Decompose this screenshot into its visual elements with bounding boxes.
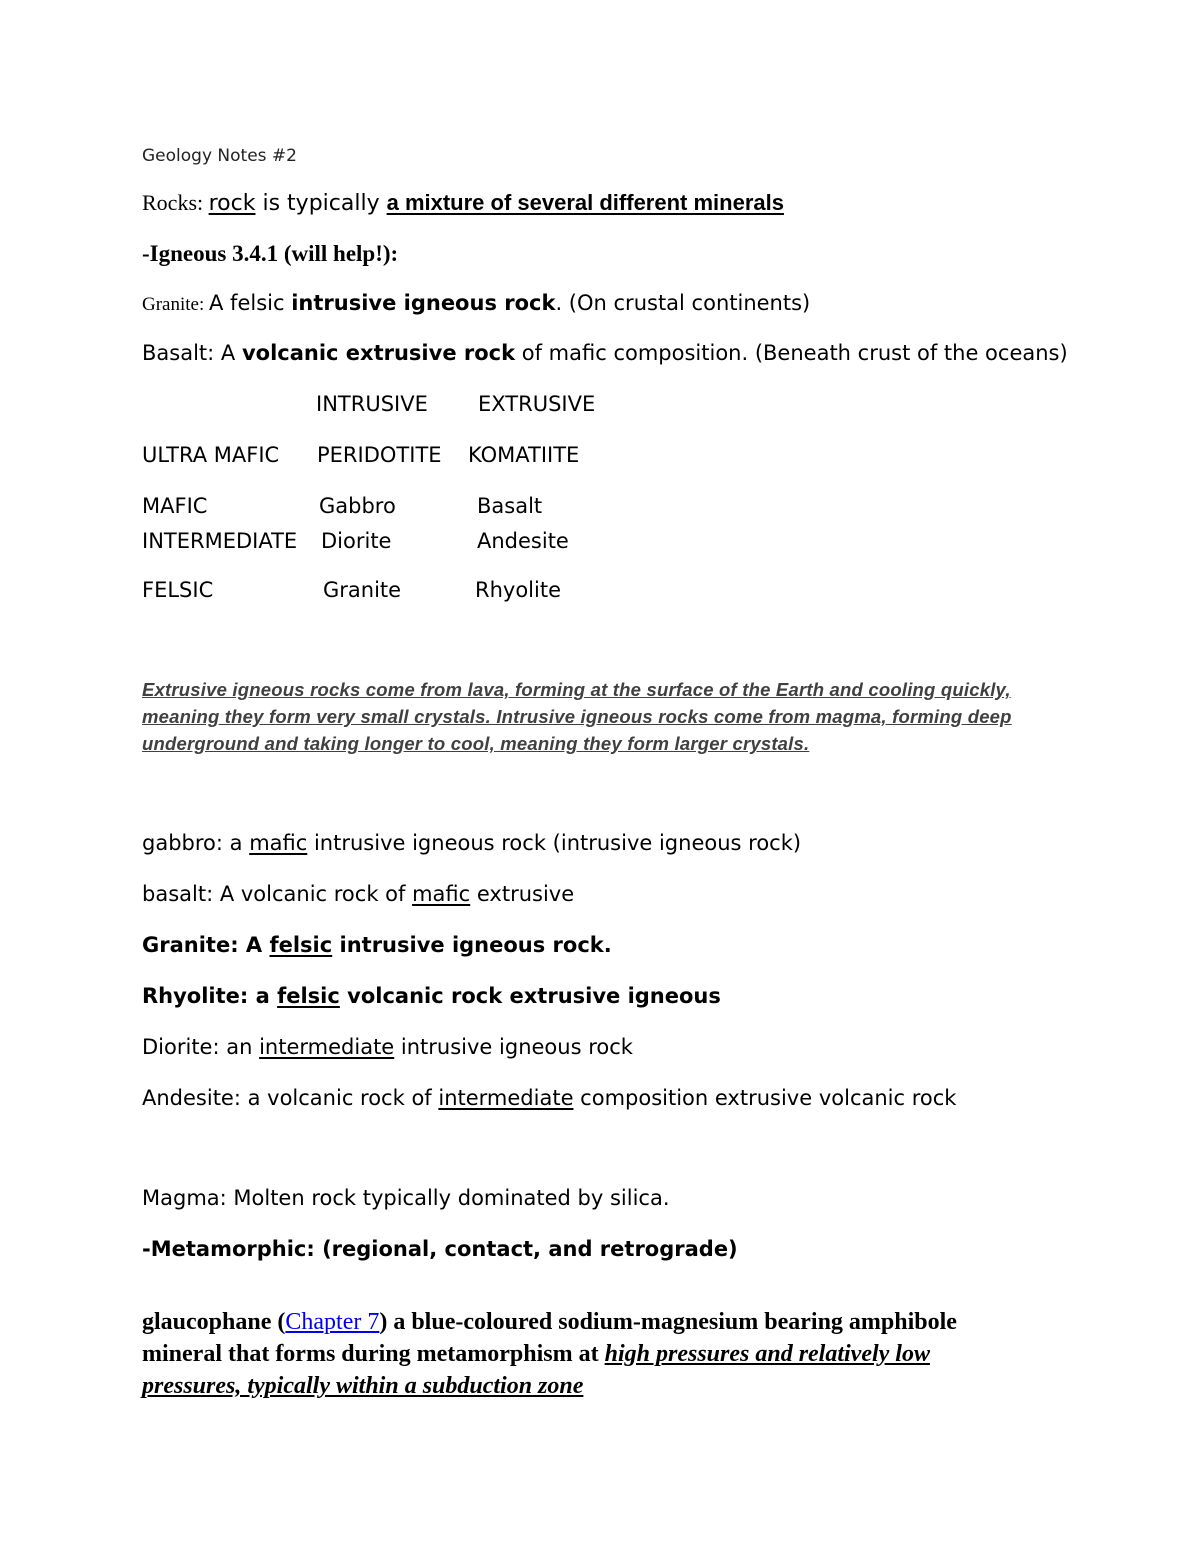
magma-definition: Magma: Molten rock typically dominated by silica. [142, 1186, 670, 1210]
def-suffix: intrusive igneous rock. [332, 933, 612, 957]
row-type: ULTRA MAFIC [142, 443, 280, 467]
basalt-label: Basalt: A [142, 341, 242, 365]
def-suffix: composition extrusive volcanic rock [573, 1086, 957, 1110]
diorite-definition [142, 1035, 633, 1059]
rhyolite-definition [142, 984, 721, 1008]
chapter-7-link[interactable]: Chapter 7 [285, 1309, 380, 1335]
glaucophane-line-2 [142, 1341, 930, 1368]
page-title: Geology Notes #2 [142, 146, 297, 166]
header-intrusive: INTRUSIVE [316, 392, 428, 416]
granite-a: A felsic [209, 291, 292, 315]
metamorphic-heading: -Metamorphic: (regional, contact, and retrograde) [142, 1237, 738, 1261]
glaucophane-line2-text: mineral that forms during metamorphism at [142, 1341, 605, 1367]
rocks-definition: a mixture of several different minerals [386, 190, 784, 215]
igneous-heading: -Igneous 3.4.1 (will help!): [142, 241, 399, 266]
row-intrusive: Gabbro [319, 494, 396, 518]
def-suffix: volcanic rock extrusive igneous [339, 984, 721, 1008]
def-suffix: intrusive igneous rock [394, 1035, 633, 1059]
rock-word: rock [208, 191, 256, 216]
def-prefix: basalt: A volcanic rock of [142, 882, 413, 906]
def-underlined-term: mafic [249, 831, 308, 855]
gabbro-definition [142, 831, 801, 855]
header-extrusive: EXTRUSIVE [478, 392, 596, 416]
row-extrusive: Rhyolite [475, 578, 561, 602]
def-underlined-term: intermediate [438, 1086, 574, 1110]
rocks-mid: is typically [255, 191, 387, 216]
glaucophane-term: glaucophane ( [142, 1309, 286, 1335]
row-extrusive: Basalt [477, 494, 543, 518]
granite-line [142, 291, 810, 316]
def-prefix: gabbro: a [142, 831, 250, 855]
basalt-rest: of mafic composition. (Beneath crust of the oceans) [515, 341, 1068, 365]
def-prefix: Andesite: a volcanic rock of [142, 1086, 439, 1110]
row-type: INTERMEDIATE [142, 529, 298, 553]
basalt-bold: volcanic extrusive rock [241, 341, 516, 365]
row-type: MAFIC [142, 494, 208, 518]
granite-bold: intrusive igneous rock [291, 291, 556, 315]
def-suffix: intrusive igneous rock (intrusive igneous rock) [307, 831, 802, 855]
granite-definition [142, 933, 612, 957]
def-underlined-term: intermediate [259, 1035, 395, 1059]
def-underlined-term: felsic [269, 933, 333, 957]
row-type: FELSIC [142, 578, 214, 602]
row-extrusive: Andesite [477, 529, 569, 553]
def-prefix: Rhyolite: a [142, 984, 278, 1008]
row-intrusive: Granite [323, 578, 402, 602]
def-underlined-term: felsic [277, 984, 340, 1008]
granite-rest: . (On crustal continents) [555, 291, 811, 315]
granite-label: Granite: [142, 294, 210, 315]
def-underlined-term: mafic [412, 882, 471, 906]
extrusive-intrusive-paragraph: Extrusive igneous rocks come from lava, forming at the surface of the Earth and cooling quickly, meaning they form very small crystals. Intrusive igneous rocks come from magma, forming deep underground and taking longer to cool, meaning they form larger crystals. [142, 679, 1012, 754]
def-prefix: Granite: A [142, 933, 270, 957]
andesite-definition [142, 1086, 956, 1110]
rocks-line [142, 190, 784, 216]
glaucophane-description: ) a blue-coloured sodium-magnesium bearing amphibole [379, 1309, 957, 1335]
glaucophane-line-3: pressures, typically within a subduction zone [142, 1373, 584, 1399]
glaucophane-emphasis-1: high pressures and relatively low [604, 1341, 930, 1367]
row-intrusive: Diorite [321, 529, 392, 553]
rocks-label: Rocks: [142, 190, 209, 215]
basalt-definition [142, 882, 574, 906]
row-intrusive: PERIDOTITE [317, 443, 442, 467]
glaucophane-line-1 [142, 1309, 957, 1336]
def-prefix: Diorite: an [142, 1035, 260, 1059]
row-extrusive: KOMATIITE [468, 443, 580, 467]
def-suffix: extrusive [470, 882, 575, 906]
basalt-line [142, 341, 1068, 365]
